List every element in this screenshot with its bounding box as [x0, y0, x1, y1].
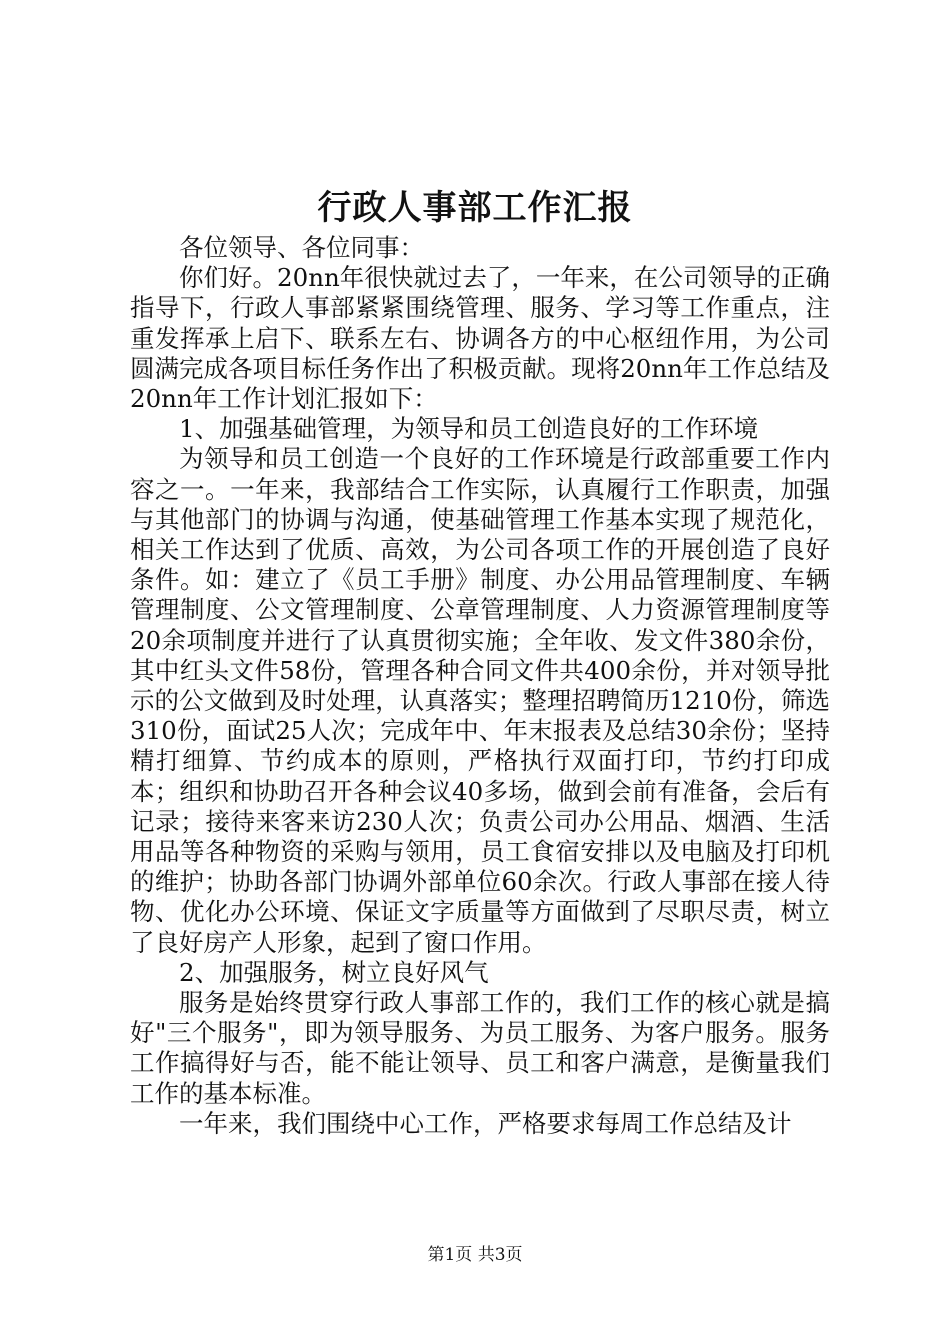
- page-number: 第1页 共3页: [427, 1245, 523, 1265]
- section-2-paragraph: 服务是始终贯穿行政人事部工作的，我们工作的核心就是搞好"三个服务"，即为领导服务、为员工服务、为客户服务。服务工作搞得好与否，能不能让领导、员工和客户满意，是衡量我们工作的基本标准。: [130, 988, 830, 1108]
- document-body: [130, 233, 830, 1139]
- section-2-paragraph-continued: 一年来，我们围绕中心工作，严格要求每周工作总结及计: [179, 1108, 792, 1138]
- section-heading-2: 2、加强服务，树立良好风气: [179, 957, 489, 987]
- section-heading-1: 1、加强基础管理，为领导和员工创造良好的工作环境: [179, 414, 759, 444]
- document-title: 行政人事部工作汇报: [317, 188, 633, 228]
- intro-paragraph: 你们好。20nn年很快就过去了，一年来，在公司领导的正确指导下，行政人事部紧紧围绕管理、服务、学习等工作重点，注重发挥承上启下、联系左右、协调各方的中心枢纽作用，为公司圆满完成各项目标任务作出了积极贡献。现将20nn年工作总结及20nn年工作计划汇报如下：: [130, 263, 830, 414]
- salutation: 各位领导、各位同事：: [179, 233, 424, 262]
- section-1-paragraph: 为领导和员工创造一个良好的工作环境是行政部重要工作内容之一。一年来，我部结合工作实际，认真履行工作职责，加强与其他部门的协调与沟通，使基础管理工作基本实现了规范化，相关工作达到了优质、高效，为公司各项工作的开展创造了良好条件。如：建立了《员工手册》制度、办公用品管理制度、车辆管理制度、公文管理制度、公章管理制度、人力资源管理制度等20余项制度并进行了认真贯彻实施；全年收、发文件380余份，其中红头文件58份，管理各种合同文件共400余份，并对领导批示的公文做到及时处理，认真落实；整理招聘简历1210份，筛选310份，面试25人次；完成年中、年末报表及总结30余份；坚持精打细算、节约成本的原则，严格执行双面打印，节约打印成本；组织和协助召开各种会议40多场，做到会前有准备，会后有记录；接待来客来访230人次；负责公司办公用品、烟酒、生活用品等各种物资的采购与领用，员工食宿安排以及电脑及打印机的维护；协助各部门协调外部单位60余次。行政人事部在接人待物、优化办公环境、保证文字质量等方面做到了尽职尽责，树立了良好房产人形象，起到了窗口作用。: [130, 444, 830, 957]
